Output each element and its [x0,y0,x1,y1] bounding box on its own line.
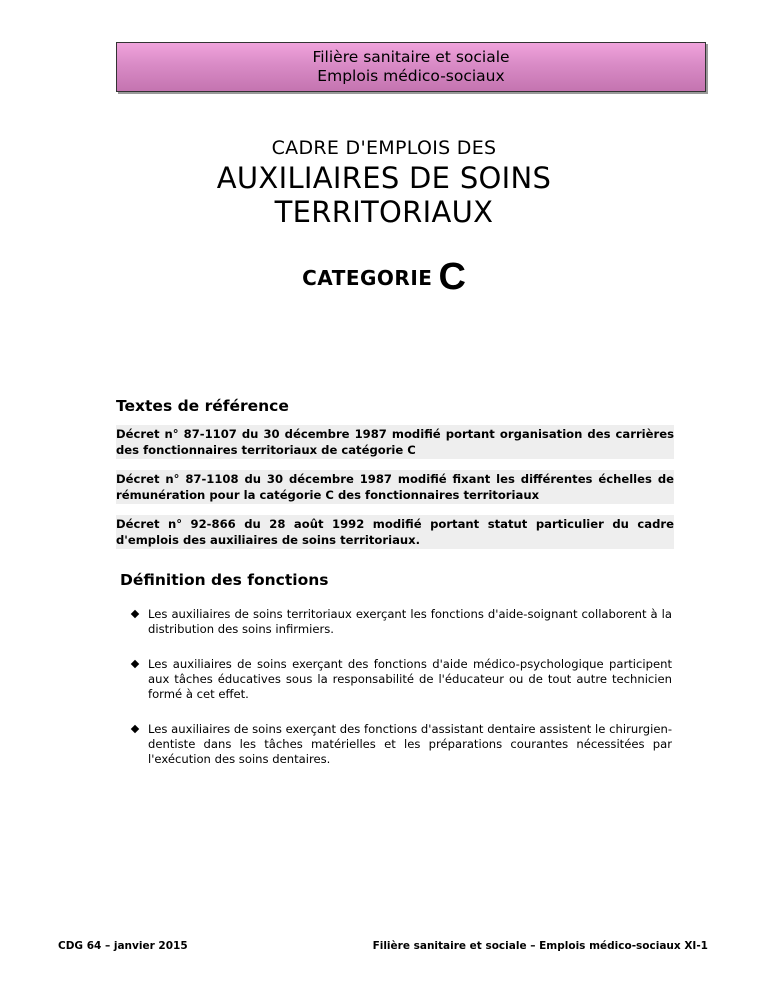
list-item-text: Les auxiliaires de soins exerçant des fonctions d'assistant dentaire assistent le chirurgien-dentiste dans les tâches matérielles et les préparations courantes nécessitées par l'exécution des soins dentaires. [148,722,672,766]
page-title-line-2: TERRITORIAUX [274,195,494,229]
header-line-2: Emplois médico-sociaux [317,67,505,85]
footer-right: Filière sanitaire et sociale – Emplois médico-sociaux XI-1 [372,940,708,952]
categorie-word: CATEGORIE [302,266,433,290]
reference-item: Décret n° 87-1107 du 30 décembre 1987 modifié portant organisation des carrières des fonctionnaires territoriaux de catégorie C [116,427,674,457]
list-item [132,722,672,767]
diamond-bullet-icon [131,725,139,733]
references-list [116,425,674,560]
categorie-label [0,256,768,299]
diamond-bullet-icon [131,660,139,668]
reference-item: Décret n° 92-866 du 28 août 1992 modifié portant statut particulier du cadre d'emplois des auxiliaires de soins territoriaux. [116,517,674,547]
header-banner [116,42,706,92]
list-item-text: Les auxiliaires de soins territoriaux exerçant les fonctions d'aide-soignant collaborent à la distribution des soins infirmiers. [148,607,672,636]
textes-heading: Textes de référence [116,397,289,415]
definition-list [132,607,672,787]
categorie-letter: C [438,256,466,298]
definition-heading: Définition des fonctions [120,571,329,589]
diamond-bullet-icon [131,610,139,618]
header-line-1: Filière sanitaire et sociale [312,48,510,66]
list-item [132,607,672,637]
reference-item: Décret n° 87-1108 du 30 décembre 1987 modifié fixant les différentes échelles de rémunération pour la catégorie C des fonctionnaires territoriaux [116,472,674,502]
page-title-line-1: AUXILIAIRES DE SOINS [216,161,552,195]
footer-left: CDG 64 – janvier 2015 [58,940,188,952]
list-item-text: Les auxiliaires de soins exerçant des fonctions d'aide médico-psychologique participent aux tâches éducatives sous la responsabilité de l'éducateur ou de tout autre technicien formé à cet effet. [148,657,672,701]
list-item [132,657,672,702]
cadre-label: CADRE D'EMPLOIS DES [271,137,497,159]
